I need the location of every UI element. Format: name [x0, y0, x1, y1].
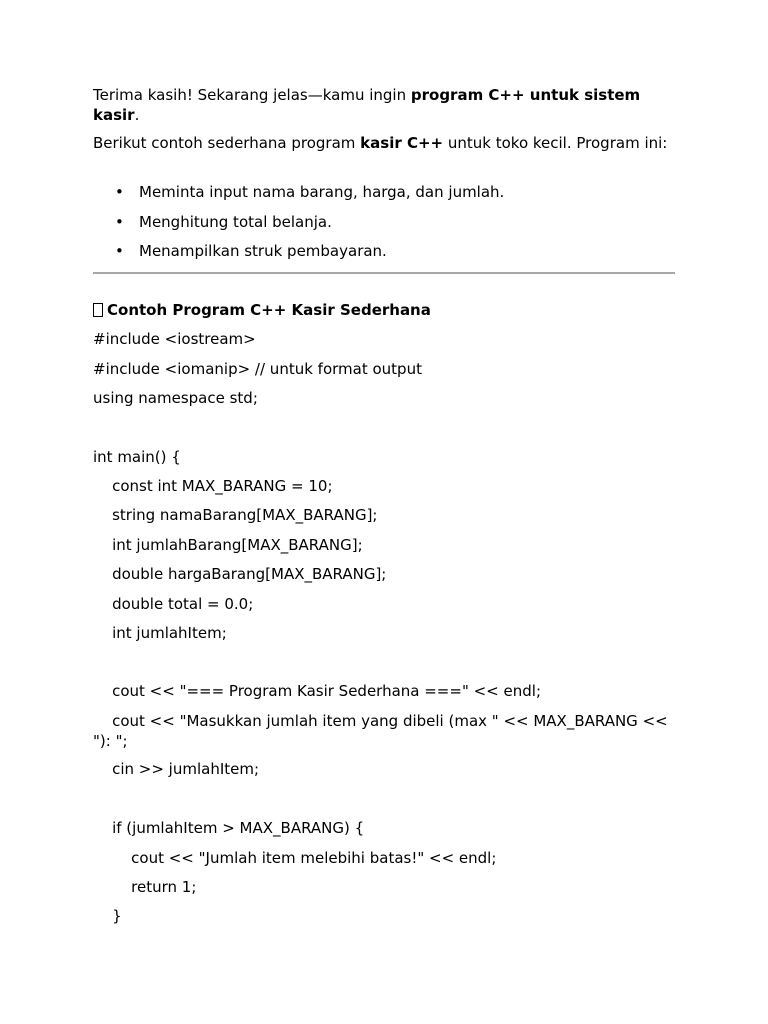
list-item-text: Menampilkan struk pembayaran. — [139, 242, 387, 260]
feature-list — [93, 182, 675, 271]
intro-text: Terima kasih! Sekarang jelas—kamu ingin — [93, 86, 411, 104]
code-line: int jumlahBarang[MAX_BARANG]; — [93, 536, 363, 554]
code-line: string namaBarang[MAX_BARANG]; — [93, 506, 378, 524]
list-item-text: Meminta input nama barang, harga, dan jumlah. — [139, 183, 505, 201]
code-line: cout << "Jumlah item melebihi batas!" << endl; — [93, 849, 497, 867]
code-line: if (jumlahItem > MAX_BARANG) { — [93, 819, 365, 837]
section-heading-text: Contoh Program C++ Kasir Sederhana — [107, 301, 431, 319]
list-item — [93, 212, 675, 242]
code-line: } — [93, 907, 122, 925]
code-line: double hargaBarang[MAX_BARANG]; — [93, 565, 387, 583]
code-line: using namespace std; — [93, 389, 258, 407]
intro-text-end: . — [134, 105, 140, 124]
code-line: const int MAX_BARANG = 10; — [93, 477, 333, 495]
horizontal-divider — [93, 272, 675, 274]
list-item — [93, 241, 675, 271]
code-line: cout << "Masukkan jumlah item yang dibeli (max " << MAX_BARANG << "): "; — [93, 712, 673, 750]
intro-text: Berikut contoh sederhana program — [93, 134, 361, 152]
code-line: int main() { — [93, 448, 181, 466]
list-item — [93, 182, 675, 212]
intro-paragraph-2 — [93, 134, 675, 154]
code-line: int jumlahItem; — [93, 624, 227, 642]
code-line: cin >> jumlahItem; — [93, 760, 260, 778]
intro-paragraph-1 — [93, 86, 675, 125]
list-item-text: Menghitung total belanja. — [139, 212, 332, 231]
code-line: double total = 0.0; — [93, 595, 254, 613]
intro-bold-text: program C++ untuk sistem kasir — [93, 86, 641, 124]
bullet-icon: • — [115, 212, 124, 231]
code-line: return 1; — [93, 878, 197, 896]
code-line: cout << "=== Program Kasir Sederhana ===" << endl; — [93, 682, 541, 700]
bullet-icon: • — [115, 242, 124, 260]
missing-glyph-icon — [93, 303, 103, 317]
code-line: #include <iomanip> // untuk format output — [93, 360, 422, 378]
intro-bold-text: kasir C++ — [360, 134, 444, 152]
bullet-icon: • — [115, 183, 124, 201]
section-heading — [93, 300, 675, 320]
code-line: #include <iostream> — [93, 330, 256, 348]
intro-text-end: untuk toko kecil. Program ini: — [443, 134, 668, 152]
